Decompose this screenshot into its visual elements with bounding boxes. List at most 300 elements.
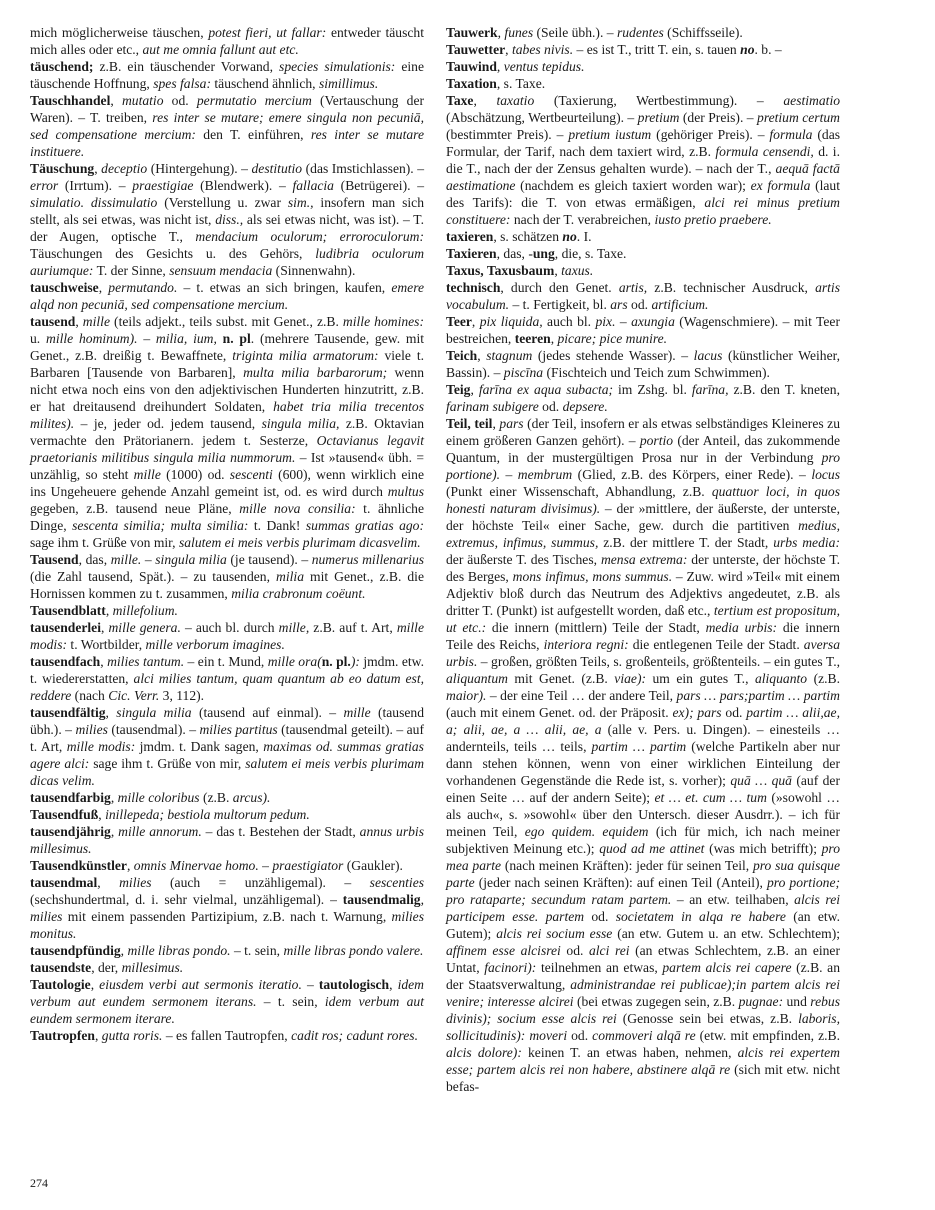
german-text: ,	[120, 943, 128, 958]
dictionary-entry	[30, 959, 424, 976]
latin-text: simillimus.	[318, 76, 379, 91]
latin-text: milies	[75, 722, 108, 737]
german-text: (auf der einen Seite … auf der andern Seite);	[446, 773, 840, 805]
latin-text: quattuor loci, in quos honesti naturam divisimus).	[446, 484, 841, 516]
german-text: (Punkt einer Wissenschaft, Abhandlung, z.B.	[446, 484, 712, 499]
german-text: (bestimmter Preis). –	[446, 127, 569, 142]
german-text: ,	[98, 807, 106, 822]
latin-text: mensa extrema:	[600, 552, 688, 567]
headword: tausendmal	[30, 875, 98, 890]
latin-text: mille genera.	[108, 620, 181, 635]
headword: taxieren	[446, 229, 494, 244]
german-text: ,	[94, 161, 102, 176]
latin-text: taxus.	[561, 263, 594, 278]
latin-text: aut me omnia fallunt aut etc.	[142, 42, 299, 57]
german-text: (die Zahl tausend, Spät.). – zu tausenden,	[30, 569, 277, 584]
german-text: (Genosse sein bei etwas, z.B.	[616, 1011, 799, 1026]
german-text: insofern man sich stellt, als sei etwas, was nicht ist,	[30, 195, 424, 227]
german-text: (sich mit etw. nicht befas-	[446, 1062, 841, 1094]
dictionary-entry	[30, 58, 424, 92]
dictionary-entry	[30, 942, 424, 959]
latin-text: permutando.	[108, 280, 178, 295]
german-text: (nach meinen Kräften): jeder für seinen Teil,	[501, 858, 753, 873]
german-text: od.	[627, 297, 652, 312]
dictionary-entry	[30, 806, 424, 823]
german-text: z.B. den T. kneten,	[728, 382, 841, 397]
latin-text: milia crabronum coëunt.	[231, 586, 366, 601]
latin-text: partim … partim	[591, 739, 687, 754]
german-text: und	[783, 994, 811, 1009]
german-text: od.	[163, 93, 197, 108]
german-text: jmdm. t. Dank sagen,	[135, 739, 264, 754]
latin-text: pretium	[637, 110, 680, 125]
headword: n. pl.	[321, 654, 351, 669]
latin-text: pro portione; pro rataparte; secundum ratam partem.	[446, 875, 841, 907]
latin-text: piscīna	[503, 365, 544, 380]
german-text: –	[137, 331, 156, 346]
headword: n. pl	[222, 331, 251, 346]
latin-text: iusto pretio praebere.	[654, 212, 772, 227]
dictionary-entry	[446, 245, 840, 262]
headword: tausendfältig	[30, 705, 106, 720]
latin-text: res inter se mutare; emere singula non pecuniā, sed compensatione mercium:	[30, 110, 424, 142]
german-text: –	[141, 552, 156, 567]
latin-text: Cic. Verr.	[108, 688, 160, 703]
german-text: (alle v. Pers. u. Dingen). – einesteils … andernteils, teils … teils,	[446, 722, 840, 754]
dictionary-entry	[30, 874, 424, 942]
german-text: (Betrügerei). –	[333, 178, 424, 193]
latin-text: formula censendi,	[715, 144, 814, 159]
german-text: d. i. die T., nach der der Zensus gehalten wurde). – nach der T.,	[446, 144, 840, 176]
german-text: (Schiffsseile).	[663, 25, 743, 40]
latin-text: destitutio	[251, 161, 303, 176]
headword: tausend	[30, 314, 76, 329]
german-text: – t. sein,	[256, 994, 325, 1009]
latin-text: alcis rei expertem esse; partem alcis rei non habere, abstinere alqā re	[446, 1045, 840, 1077]
german-text: (auch mit einem Genet. od. der Präposit.	[446, 705, 673, 720]
dictionary-entry	[30, 619, 424, 653]
german-text: (das Formular, der Tarif, nach dem taxiert wird, z.B.	[446, 127, 841, 159]
latin-text: sescenti	[229, 467, 273, 482]
german-text: t. Wortbilder,	[67, 637, 146, 652]
german-text: mit Genet., z.B. die Hornissen kommen zu t. zusammen,	[30, 569, 424, 601]
german-text: ,	[471, 314, 480, 329]
latin-text: alcis rei socium esse	[496, 926, 613, 941]
latin-text: permutatio mercium	[196, 93, 312, 108]
latin-text: ):	[350, 654, 360, 669]
german-text: . I.	[576, 229, 592, 244]
latin-text: milia	[276, 569, 304, 584]
german-text: auch bl.	[542, 314, 596, 329]
dictionary-entry	[446, 381, 840, 415]
latin-text: taxatio	[496, 93, 535, 108]
german-text: (teils adjekt., teils subst. mit Genet., z.B.	[109, 314, 343, 329]
latin-text: deceptio	[101, 161, 148, 176]
headword: Taxation	[446, 76, 497, 91]
german-text: (welche Partikeln aber nur dann stehen können, wenn von einer wirklichen Einteilung der vorhandenen Gegenstände die Rede ist, s. vorher);	[446, 739, 840, 788]
latin-text: milies monitus.	[30, 909, 424, 941]
latin-text: mille homines:	[342, 314, 424, 329]
latin-text: Octavianus legavit praetorianis militibus singula milia nummorum.	[30, 433, 424, 465]
dictionary-entry	[446, 262, 840, 279]
latin-text: fallacia	[292, 178, 334, 193]
german-text: nach der T. verabreichen,	[510, 212, 655, 227]
latin-text: mille modis:	[30, 620, 424, 652]
german-text: (Hintergehung). –	[147, 161, 252, 176]
german-text: (mehrere Tausende, gew. mit Genet., z.B. dreißig t. Bewaffnete,	[30, 331, 425, 363]
german-text: ,	[105, 603, 113, 618]
german-text: – großen, größten Teils, s. großenteils, größtenteils. – ein gutes T.,	[477, 654, 840, 669]
german-text: 3, 112).	[159, 688, 205, 703]
german-text: –	[301, 977, 319, 992]
german-text: ,	[497, 25, 505, 40]
latin-text: diss.,	[215, 212, 244, 227]
german-text: –	[258, 858, 273, 873]
dictionary-entry	[446, 228, 840, 245]
german-text: (Abschätzung, Wertbeurteilung). –	[446, 110, 638, 125]
latin-text: societatem in alqa re habere	[615, 909, 786, 924]
german-text: (tausendmal geteilt). – auf t. Art,	[30, 722, 424, 754]
headword: Tausendkünstler	[30, 858, 127, 873]
latin-text: stagnum	[486, 348, 533, 363]
latin-text: urbs media:	[773, 535, 840, 550]
german-text: sage ihm t. Grüße von mir,	[89, 756, 246, 771]
german-text: (künstlicher Weiher, Bassin). –	[446, 348, 841, 380]
german-text: – der »mittlere, der äußerste, der unterste, der höchste Teil« einer Sache, gew. durch die partitiven	[446, 501, 840, 533]
latin-text: portio	[639, 433, 674, 448]
latin-text: praestigiator	[272, 858, 344, 873]
latin-text: mille nova consilia:	[239, 501, 356, 516]
german-text: (nachdem es gleich taxiert worden war);	[515, 178, 751, 193]
latin-text: milies	[119, 875, 152, 890]
german-text: ,	[110, 790, 118, 805]
latin-text: triginta milia armatorum:	[232, 348, 379, 363]
headword: Tauwind	[446, 59, 497, 74]
german-text: ,	[554, 263, 562, 278]
latin-text: aestimatio	[783, 93, 841, 108]
latin-text: milies partitus	[199, 722, 278, 737]
german-text: ,	[389, 977, 398, 992]
latin-text: salutem ei meis verbis plurimam dicas velim.	[30, 756, 425, 788]
german-text: wenn nicht etwa noch eins von den adjektivischen Hunderten hinzutritt, z.B. er hat dreitausend dreihundert Soldaten,	[30, 365, 424, 414]
headword: tauschweise	[30, 280, 99, 295]
german-text: , s. Taxe.	[496, 76, 546, 91]
headword: Tautologie	[30, 977, 91, 992]
german-text: od.	[721, 705, 747, 720]
latin-text: mille,	[278, 620, 310, 635]
german-text: den T. einführen,	[195, 127, 311, 142]
latin-text: locus	[811, 467, 841, 482]
german-text: , durch den Genet.	[500, 280, 619, 295]
headword: Tausend	[30, 552, 79, 567]
latin-text: ludibria oculorum auriumque:	[30, 246, 425, 278]
latin-text: milies	[30, 909, 63, 924]
latin-text: quā … quā	[730, 773, 792, 788]
page-number: 274	[30, 1176, 48, 1190]
latin-text: sensuum mendacia	[169, 263, 273, 278]
german-text: – der eine Teil … der andere Teil,	[486, 688, 677, 703]
latin-text: depsere.	[562, 399, 608, 414]
right-column	[446, 24, 840, 1095]
latin-text: gutta roris.	[101, 1028, 163, 1043]
german-text: (der Preis). –	[679, 110, 758, 125]
latin-text: ex); pars	[672, 705, 722, 720]
latin-text: pro sua quisque parte	[446, 858, 840, 890]
german-text: (Sinnenwahn).	[272, 263, 356, 278]
german-text: teilnehmen an etwas,	[536, 960, 663, 975]
german-text: z.B. Oktavian vermachte den Prätorianern. jedem t. Sesterze,	[30, 416, 425, 448]
german-text: (je tausend). –	[226, 552, 312, 567]
latin-text: multa milia barbarorum;	[243, 365, 388, 380]
latin-text: media urbis:	[705, 620, 778, 635]
headword: Taxus, Taxusbaum	[446, 263, 555, 278]
german-text: (Fischteich und Teich zum Schwimmen).	[543, 365, 770, 380]
latin-text: artificium.	[651, 297, 709, 312]
headword: no	[740, 42, 755, 57]
german-text: (bei etwas zugegen sein, z.B.	[573, 994, 739, 1009]
german-text: t. ähnliche Dinge,	[30, 501, 424, 533]
latin-text: pro portione).	[446, 450, 840, 482]
latin-text: axungia	[631, 314, 675, 329]
german-text: (Glied, z.B. des Körpers, einer Rede). –	[572, 467, 812, 482]
headword: technisch	[446, 280, 501, 295]
german-text: – es ist T., tritt T. ein, s. tauen	[573, 42, 741, 57]
german-text: z.B. ein täuschender Vorwand,	[93, 59, 280, 74]
german-text: (was mich betrifft);	[704, 841, 822, 856]
german-text: viele t. Barbaren [Tausende von Barbaren],	[30, 348, 425, 380]
latin-text: potest fieri, ut fallar:	[208, 25, 327, 40]
left-column	[30, 24, 424, 1044]
latin-text: annus urbis millesimus.	[30, 824, 425, 856]
german-text: – das t. Bestehen der Stadt,	[201, 824, 360, 839]
latin-text: mille modis:	[66, 739, 136, 754]
latin-text: farīna,	[691, 382, 729, 397]
german-text: der unterste, der höchste T. des Berges,	[446, 552, 841, 584]
dictionary-entry	[30, 24, 424, 58]
german-text: ,	[473, 93, 497, 108]
german-text: ,	[110, 824, 119, 839]
latin-text: partem alcis rei capere	[662, 960, 792, 975]
latin-text: simulatio. dissimulatio	[30, 195, 158, 210]
german-text: , s. schätzen	[493, 229, 563, 244]
dictionary-entry	[446, 41, 840, 58]
german-text: ,	[100, 620, 109, 635]
german-text: t. Dank!	[248, 518, 306, 533]
german-text: (Seile übh.). –	[533, 25, 617, 40]
german-text: ,	[105, 705, 117, 720]
latin-text: mille	[82, 314, 110, 329]
latin-text: pro mea parte	[446, 841, 841, 873]
latin-text: alcis rei participem esse. partem	[446, 892, 841, 924]
latin-text: summas gratias ago:	[305, 518, 424, 533]
latin-text: habet tria milia trecentos milites).	[30, 399, 424, 431]
german-text: ,	[126, 858, 134, 873]
headword: tausenderlei	[30, 620, 101, 635]
latin-text: sim.,	[287, 195, 314, 210]
german-text: (jeder nach seinen Kräften): auf einen Teil (Anteil),	[474, 875, 767, 890]
german-text: –	[500, 467, 518, 482]
german-text: die innern (mittlern) Teile der Stadt,	[486, 620, 706, 635]
german-text: , das,	[78, 552, 111, 567]
dictionary-entry	[30, 1027, 424, 1044]
dictionary-entry	[30, 602, 424, 619]
german-text: die entlegenen Teile der Stadt.	[628, 637, 804, 652]
german-text: eine täuschende Hoffnung,	[30, 59, 425, 91]
german-text: (z.B. an der Staatsverwaltung,	[446, 960, 840, 992]
dictionary-entry	[446, 279, 840, 313]
german-text: mit Genet. (z.B.	[507, 671, 615, 686]
dictionary-entry	[30, 92, 424, 160]
headword: Tauwetter	[446, 42, 506, 57]
latin-text: laboris, sollicitudinis):	[446, 1011, 840, 1043]
german-text: z.B. der mittlere T. der Stadt,	[598, 535, 774, 550]
german-text: mich möglicherweise täuschen,	[30, 25, 209, 40]
german-text: , die, s. Taxe.	[554, 246, 627, 261]
german-text: T. der Sinne,	[93, 263, 170, 278]
headword: tausendpfündig	[30, 943, 121, 958]
german-text: od.	[584, 909, 616, 924]
latin-text: ars	[610, 297, 628, 312]
german-text: ,	[75, 314, 83, 329]
german-text: entweder täuscht mich alles oder etc.,	[30, 25, 424, 57]
latin-text: quod ad me attinet	[599, 841, 705, 856]
latin-text: multus	[387, 484, 424, 499]
german-text: – t. etwas an sich bringen, kaufen,	[177, 280, 392, 295]
latin-text: partim … alii,ae, a; alii, ae, a … alii, ae, a	[446, 705, 840, 737]
german-text: ,	[505, 42, 512, 57]
headword: täuschend;	[30, 59, 94, 74]
german-text: . b. –	[754, 42, 782, 57]
latin-text: pix liquida,	[479, 314, 543, 329]
german-text: .	[250, 331, 255, 346]
dictionary-entry	[30, 279, 424, 313]
headword: Taxieren	[446, 246, 497, 261]
german-text: (Gaukler).	[343, 858, 403, 873]
german-text: (an etwas Schlechtem, z.B. an einer Untat,	[446, 943, 840, 975]
german-text: ,	[94, 1028, 102, 1043]
latin-text: inillepeda; bestiola multorum pedum.	[105, 807, 310, 822]
headword: Tausendfuß	[30, 807, 99, 822]
german-text: (1000) od.	[160, 467, 230, 482]
dictionary-entry	[446, 92, 840, 228]
german-text: ,	[90, 977, 100, 992]
german-text: im Zshg. bl.	[613, 382, 692, 397]
latin-text: mille ora(	[267, 654, 322, 669]
latin-text: moveri	[529, 1028, 568, 1043]
latin-text: lacus	[693, 348, 723, 363]
german-text: – auch bl. durch	[180, 620, 279, 635]
latin-text: idem verbum aut eundem sermonem iterans.	[30, 977, 425, 1009]
latin-text: species simulationis:	[279, 59, 396, 74]
german-text: (z.B.	[807, 671, 840, 686]
german-text: (auch = unzähligemal). –	[151, 875, 370, 890]
latin-text: medius, extremus, infimus, summus,	[446, 518, 840, 550]
german-text: – an etw. teilhaben,	[671, 892, 795, 907]
german-text: ,	[492, 416, 500, 431]
latin-text: pretium certum	[757, 110, 840, 125]
headword: Taxe	[446, 93, 474, 108]
headword: Tautropfen	[30, 1028, 95, 1043]
latin-text: mille verborum imagines.	[145, 637, 285, 652]
german-text: die innern Teile des Reichs,	[446, 620, 840, 652]
latin-text: aversa urbis.	[446, 637, 841, 669]
german-text: , der,	[91, 960, 122, 975]
headword: Teig	[446, 382, 471, 397]
latin-text: tabes nivis.	[511, 42, 574, 57]
latin-text: artis vocabulum.	[446, 280, 840, 312]
latin-text: milies tantum.	[107, 654, 185, 669]
german-text: (gehöriger Preis). –	[651, 127, 770, 142]
dictionary-entry	[446, 58, 840, 75]
german-text: täuschend ähnlich,	[210, 76, 319, 91]
headword: tausendjährig	[30, 824, 111, 839]
latin-text: mille hominum).	[46, 331, 138, 346]
latin-text: salutem ei meis verbis plurimam dicasvelim.	[178, 535, 421, 550]
latin-text: maximas od. summas gratias agere alci:	[30, 739, 424, 771]
german-text: u.	[30, 331, 46, 346]
german-text: (Verstellung u. zwar	[157, 195, 288, 210]
german-text: (an etw. Gutem);	[446, 909, 841, 941]
german-text: – je, jeder od. jedem tausend,	[74, 416, 262, 431]
latin-text: alci milies tantum, quam quantum ab eo datum est, reddere	[30, 671, 424, 703]
german-text: ,	[97, 875, 120, 890]
latin-text: facinori):	[484, 960, 537, 975]
headword: tausendste	[30, 960, 92, 975]
latin-text: aliquantum	[446, 671, 508, 686]
german-text: (der Anteil, das zukommende Quantum, in der mustergültigen Prosa nur in der Verbindung	[446, 433, 840, 465]
latin-text: res inter se mutare instituere.	[30, 127, 424, 159]
latin-text: omnis Minervae homo.	[133, 858, 259, 873]
headword: tausendfarbig	[30, 790, 111, 805]
german-text: (Vertauschung der Waren). – T. treiben,	[30, 93, 425, 125]
german-text: (Taxierung, Wertbestimmung). –	[534, 93, 784, 108]
latin-text: singula milia	[155, 552, 227, 567]
german-text: sage ihm t. Grüße von mir,	[30, 535, 179, 550]
latin-text: viae):	[614, 671, 646, 686]
latin-text: membrum	[517, 467, 573, 482]
latin-text: pugnae:	[738, 994, 784, 1009]
headword: tautologisch	[318, 977, 390, 992]
dictionary-entry	[30, 313, 424, 551]
german-text: (jedes stehende Wasser). –	[532, 348, 694, 363]
german-text: (z.B.	[199, 790, 233, 805]
german-text: mit einem passenden Partizipium, z.B. nach t. Warnung,	[62, 909, 392, 924]
latin-text: aequā factā aestimatione	[446, 161, 840, 193]
german-text: als sei etwas nicht, was ist). – T. der Augen, optische T.,	[30, 212, 425, 244]
german-text: ,	[98, 280, 109, 295]
latin-text: administrandae rei publicae);in partem alcis rei venire; interesse alcirei	[446, 977, 840, 1009]
latin-text: cadit ros; cadunt rores.	[291, 1028, 418, 1043]
latin-text: emere alqd non pecuniā, sed compensatione mercium.	[30, 280, 425, 312]
latin-text: mons infimus, mons summus.	[512, 569, 673, 584]
german-text: Täuschungen des Gesichts u. des Gehörs,	[30, 246, 316, 261]
latin-text: et … et. cum … tum	[654, 790, 767, 805]
german-text: (das Imstichlassen). –	[302, 161, 425, 176]
latin-text: ego quidem. equidem	[524, 824, 649, 839]
latin-text: sescenta similia; multa similia:	[72, 518, 249, 533]
headword: Tausendblatt	[30, 603, 106, 618]
latin-text: aliquanto	[754, 671, 808, 686]
german-text: (tausendmal). –	[107, 722, 200, 737]
latin-text: mille	[343, 705, 371, 720]
latin-text: rudentes	[616, 25, 664, 40]
german-text: keinen T. an etwas haben, nehmen,	[521, 1045, 738, 1060]
latin-text: pars … pars;partim … partim	[676, 688, 841, 703]
latin-text: pix.	[595, 314, 616, 329]
latin-text: mendacium oculorum; erroroculorum:	[195, 229, 424, 244]
german-text: ,	[550, 331, 558, 346]
german-text: ,	[110, 93, 122, 108]
